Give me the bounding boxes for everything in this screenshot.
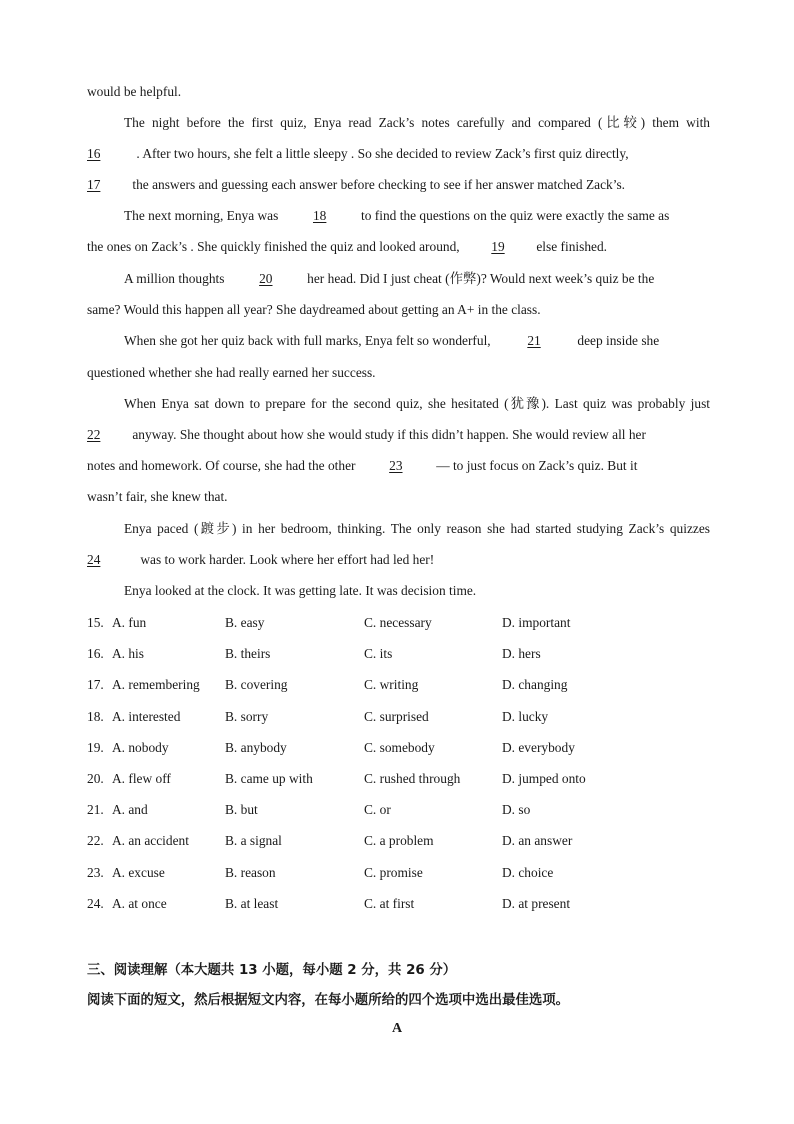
option-b: B. but bbox=[225, 802, 258, 818]
blank-23: 23 bbox=[389, 458, 403, 473]
option-b: B. theirs bbox=[225, 646, 271, 662]
option-b: B. reason bbox=[225, 864, 276, 880]
blank-21: 21 bbox=[527, 333, 541, 348]
option-b: B. anybody bbox=[225, 739, 287, 755]
option-row bbox=[87, 770, 710, 788]
passage-text: When she got her quiz back with full marks, Enya felt so wonderful, bbox=[124, 333, 491, 348]
passage-text: the answers and guessing each answer before checking to see if her answer matched Zack’s. bbox=[132, 177, 626, 192]
option-c: C. somebody bbox=[364, 739, 435, 755]
passage-text: to find the questions on the quiz were exactly the same as bbox=[361, 208, 670, 223]
option-d: D. hers bbox=[502, 646, 541, 662]
option-row bbox=[87, 832, 710, 850]
passage-text: deep inside she bbox=[577, 333, 660, 348]
question-number: 19. bbox=[87, 739, 104, 755]
passage-line bbox=[87, 551, 710, 569]
option-d: D. changing bbox=[502, 677, 568, 693]
passage-line: The night before the first quiz, Enya read Zack’s notes carefully and compared (比较) them with bbox=[124, 115, 710, 130]
passage-line bbox=[87, 238, 710, 256]
option-c: C. rushed through bbox=[364, 771, 461, 786]
option-b: B. a signal bbox=[225, 833, 282, 849]
question-number: 21. bbox=[87, 802, 104, 818]
blank-20: 20 bbox=[259, 271, 273, 286]
passage-line: same? Would this happen all year? She daydreamed about getting an A+ in the class. bbox=[87, 302, 541, 317]
option-d: D. everybody bbox=[502, 739, 575, 755]
passage-text: A million thoughts bbox=[124, 271, 225, 286]
question-number: 20. bbox=[87, 771, 104, 786]
passage-line: wasn’t fair, she knew that. bbox=[87, 489, 228, 504]
option-c: C. a problem bbox=[364, 833, 434, 849]
option-b: B. at least bbox=[225, 895, 279, 911]
option-a: A. fun bbox=[112, 615, 147, 630]
option-a: A. and bbox=[112, 802, 148, 818]
section-instruction: 阅读下面的短文，然后根据短文内容，在每小题所给的四个选项中选出最佳选项。 bbox=[87, 993, 570, 1008]
option-a: A. his bbox=[112, 646, 144, 662]
option-a: A. remembering bbox=[112, 677, 200, 693]
passage-line bbox=[124, 332, 710, 350]
passage-line: Enya paced (踱步) in her bedroom, thinking. The only reason she had started studying Zack’s quizzes bbox=[124, 521, 710, 536]
passage-line bbox=[87, 145, 710, 163]
passage-text: was to work harder. Look where her effort had led her! bbox=[140, 552, 435, 567]
passage-text: anyway. She thought about how she would study if this didn’t happen. She would review all her bbox=[132, 427, 646, 442]
blank-24: 24 bbox=[87, 552, 101, 567]
passage-text: — to just focus on Zack’s quiz. But it bbox=[436, 458, 638, 473]
option-c: C. surprised bbox=[364, 708, 429, 724]
option-d: D. lucky bbox=[502, 708, 549, 724]
passage-line bbox=[124, 270, 710, 288]
blank-19: 19 bbox=[491, 239, 505, 254]
blank-18: 18 bbox=[312, 208, 327, 223]
option-row bbox=[87, 801, 710, 819]
passage-text: . After two hours, she felt a little sleepy . So she decided to review Zack’s first quiz directly, bbox=[136, 146, 629, 161]
option-a: A. an accident bbox=[112, 833, 189, 849]
passage-text: The next morning, Enya was bbox=[124, 208, 279, 223]
option-b: B. easy bbox=[225, 615, 265, 630]
option-d: D. choice bbox=[502, 864, 554, 880]
option-row bbox=[87, 708, 710, 726]
blank-22: 22 bbox=[87, 427, 101, 442]
option-row bbox=[87, 645, 710, 663]
option-d: D. so bbox=[502, 802, 531, 818]
option-a: A. flew off bbox=[112, 771, 171, 786]
option-a: A. at once bbox=[112, 895, 167, 911]
option-b: B. came up with bbox=[225, 771, 313, 786]
option-a: A. nobody bbox=[112, 739, 169, 755]
option-a: A. interested bbox=[112, 708, 181, 724]
passage-line bbox=[87, 426, 710, 444]
question-number: 23. bbox=[87, 864, 104, 880]
question-number: 18. bbox=[87, 708, 104, 724]
option-d: D. an answer bbox=[502, 833, 573, 849]
passage-line: When Enya sat down to prepare for the second quiz, she hesitated (犹豫). Last quiz was probably just bbox=[124, 396, 710, 411]
option-row bbox=[87, 614, 710, 632]
passage-text: her head. Did I just cheat (作弊)? Would next week’s quiz be the bbox=[307, 271, 655, 286]
option-b: B. covering bbox=[225, 677, 288, 693]
option-row bbox=[87, 676, 710, 694]
question-number: 17. bbox=[87, 677, 104, 693]
part-label: A bbox=[391, 1021, 403, 1036]
option-a: A. excuse bbox=[112, 864, 165, 880]
question-number: 15. bbox=[87, 615, 104, 630]
blank-16: 16 bbox=[87, 146, 101, 161]
option-d: D. important bbox=[502, 615, 571, 630]
passage-line bbox=[124, 207, 710, 225]
passage-line: Enya looked at the clock. It was getting late. It was decision time. bbox=[124, 583, 477, 598]
option-row bbox=[87, 739, 710, 757]
passage-line bbox=[87, 457, 710, 475]
passage-line: would be helpful. bbox=[87, 84, 182, 99]
question-number: 24. bbox=[87, 895, 104, 911]
question-number: 16. bbox=[87, 646, 104, 662]
option-c: C. at first bbox=[364, 895, 415, 911]
option-d: D. jumped onto bbox=[502, 771, 586, 786]
passage-line bbox=[87, 176, 710, 194]
passage-text: notes and homework. Of course, she had the other bbox=[87, 458, 356, 473]
option-b: B. sorry bbox=[225, 708, 269, 724]
option-c: C. or bbox=[364, 802, 391, 818]
option-c: C. its bbox=[364, 646, 393, 662]
blank-17: 17 bbox=[87, 177, 101, 192]
option-c: C. promise bbox=[364, 864, 423, 880]
option-row bbox=[87, 864, 710, 882]
passage-text: the ones on Zack’s . She quickly finished the quiz and looked around, bbox=[87, 239, 460, 254]
question-number: 22. bbox=[87, 833, 104, 849]
option-row bbox=[87, 895, 710, 913]
option-d: D. at present bbox=[502, 895, 571, 911]
option-c: C. writing bbox=[364, 677, 419, 693]
option-c: C. necessary bbox=[364, 615, 432, 630]
passage-text: else finished. bbox=[536, 239, 607, 254]
passage-line: questioned whether she had really earned her success. bbox=[87, 365, 376, 380]
section-title: 三、阅读理解（本大题共 13 小题，每小题 2 分，共 26 分） bbox=[87, 963, 457, 978]
